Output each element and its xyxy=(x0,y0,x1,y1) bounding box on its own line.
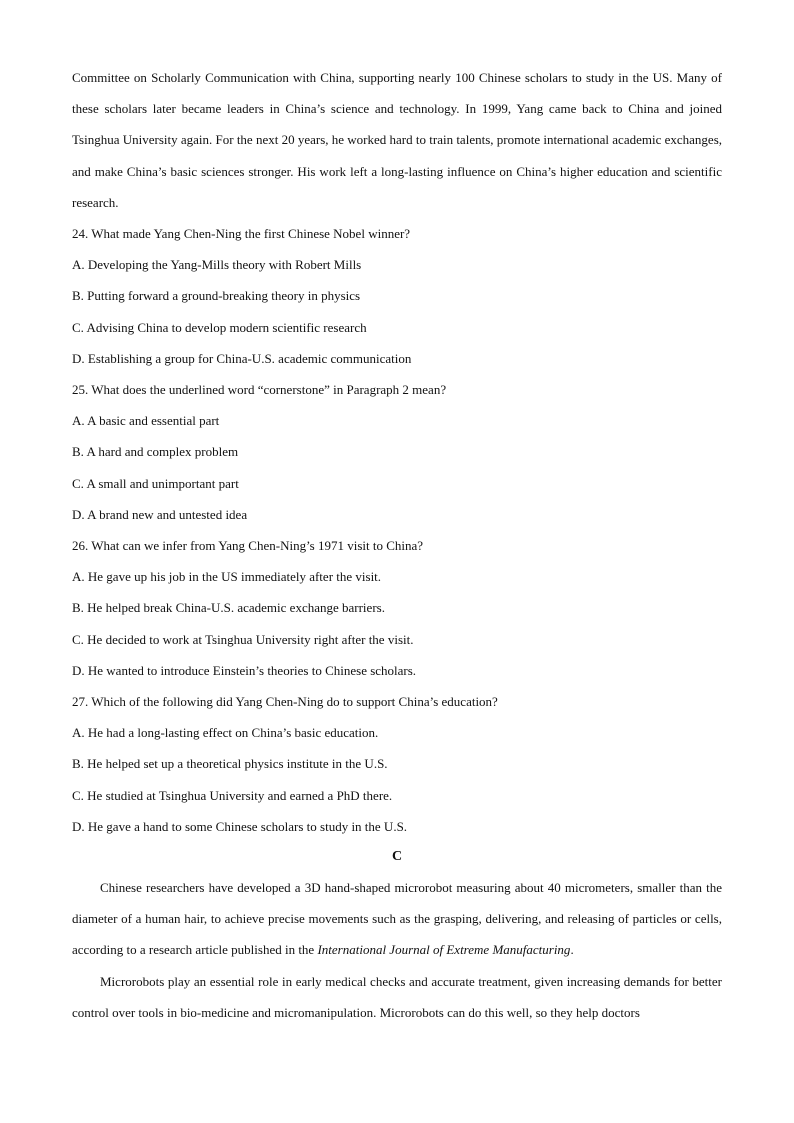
section-c-paragraph-1 xyxy=(72,872,722,966)
option-b: B. He helped break China-U.S. academic exchange barriers. xyxy=(72,600,385,616)
paragraph-text: Chinese researchers have developed a 3D hand-shaped microrobot measuring about 40 micrometers, smaller than the diameter of a human hair, to achieve precise movements such as the grasping, delivering, and releasing of particles or cells, according to a research article published in the xyxy=(72,880,722,958)
section-heading: C xyxy=(391,849,403,865)
option-b: B. A hard and complex problem xyxy=(72,444,239,460)
option-d: D. He gave a hand to some Chinese scholars to study in the U.S. xyxy=(72,818,408,834)
option-d: D. A brand new and untested idea xyxy=(72,506,248,522)
question-24 xyxy=(72,218,722,374)
question-stem: 26. What can we infer from Yang Chen-Ning’s 1971 visit to China? xyxy=(72,538,424,554)
option-b: B. Putting forward a ground-breaking theory in physics xyxy=(72,288,361,304)
question-27 xyxy=(72,686,722,842)
question-stem: 27. Which of the following did Yang Chen-Ning do to support China’s education? xyxy=(72,694,498,710)
paragraph-end: . xyxy=(570,942,574,958)
option-a: A. He had a long-lasting effect on China’s basic education. xyxy=(72,725,379,741)
journal-title: International Journal of Extreme Manufacturing xyxy=(317,942,571,958)
option-d: D. Establishing a group for China-U.S. academic communication xyxy=(72,350,412,366)
option-a: A. A basic and essential part xyxy=(72,413,220,429)
option-c: C. He studied at Tsinghua University and earned a PhD there. xyxy=(72,787,393,803)
option-c: C. Advising China to develop modern scientific research xyxy=(72,319,367,335)
option-c: C. He decided to work at Tsinghua University right after the visit. xyxy=(72,631,414,647)
passage-paragraph: Committee on Scholarly Communication with China, supporting nearly 100 Chinese scholars to study in the US. Many of these scholars later became leaders in China’s science and technology. In 1999, Yang came back to China and joined Tsinghua University again. For the next 20 years, he worked hard to train talents, promote international academic exchanges, and make China’s basic sciences stronger. His work left a long-lasting influence on China’s higher education and scientific research. xyxy=(72,70,722,210)
option-c: C. A small and unimportant part xyxy=(72,475,239,491)
option-a: A. Developing the Yang-Mills theory with Robert Mills xyxy=(72,257,362,273)
question-stem: 24. What made Yang Chen-Ning the first Chinese Nobel winner? xyxy=(72,226,411,242)
question-25 xyxy=(72,374,722,530)
option-a: A. He gave up his job in the US immediately after the visit. xyxy=(72,569,382,585)
section-c-paragraph-2: Microrobots play an essential role in early medical checks and accurate treatment, given increasing demands for better control over tools in bio-medicine and micromanipulation. Microrobots can do this well, so they help doctors xyxy=(72,973,722,1020)
option-b: B. He helped set up a theoretical physics institute in the U.S. xyxy=(72,756,388,772)
question-stem: 25. What does the underlined word “cornerstone” in Paragraph 2 mean? xyxy=(72,382,447,398)
option-d: D. He wanted to introduce Einstein’s theories to Chinese scholars. xyxy=(72,662,417,678)
question-26 xyxy=(72,530,722,686)
